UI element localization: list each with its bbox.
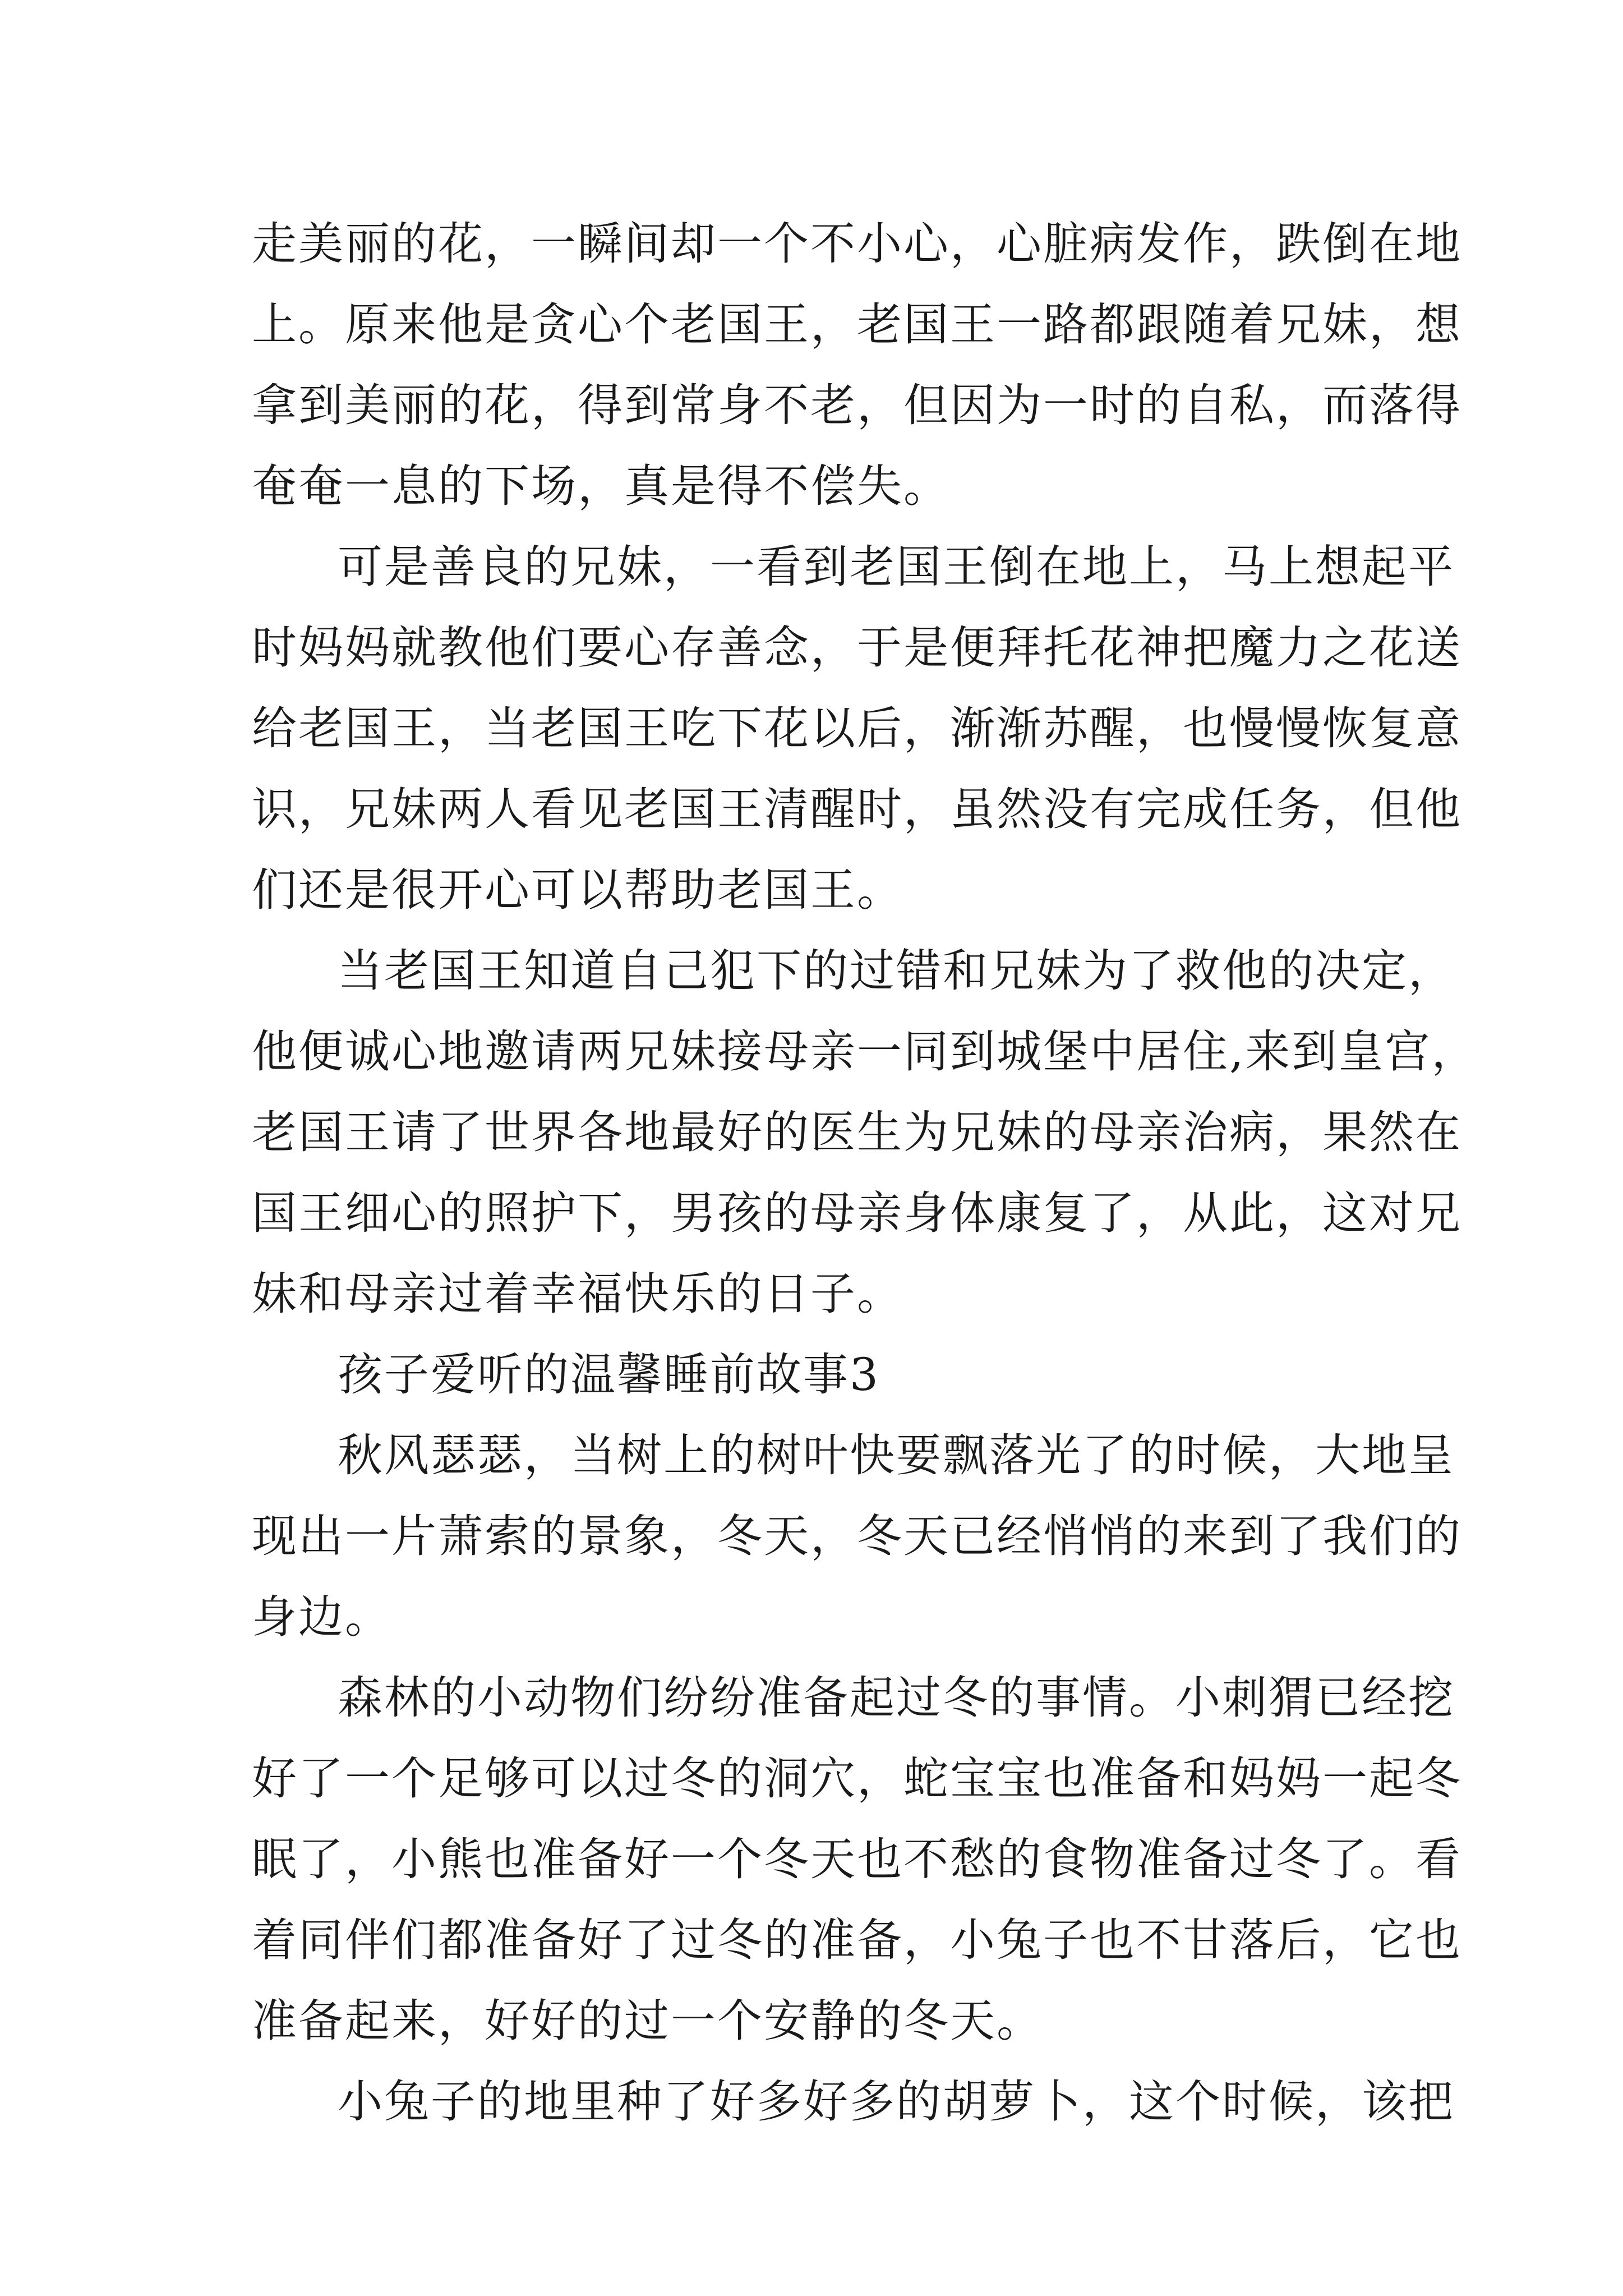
text-line: 识，兄妹两人看见老国王清醒时，虽然没有完成任务，但他 bbox=[252, 783, 1462, 835]
paragraph-first-line: 可是善良的兄妹，一看到老国王倒在地上，马上想起平 bbox=[338, 541, 1455, 593]
text-line: 时妈妈就教他们要心存善念，于是便拜托花神把魔力之花送 bbox=[252, 622, 1462, 674]
text-line: 着同伴们都准备好了过冬的准备，小兔子也不甘落后，它也 bbox=[252, 1914, 1462, 1966]
text-line: 给老国王，当老国王吃下花以后，渐渐苏醒，也慢慢恢复意 bbox=[252, 702, 1462, 754]
text-line: 们还是很开心可以帮助老国王。 bbox=[252, 864, 903, 916]
section-heading: 孩子爱听的温馨睡前故事3 bbox=[338, 1349, 880, 1401]
paragraph-first-line: 森林的小动物们纷纷准备起过冬的事情。小刺猬已经挖 bbox=[338, 1672, 1455, 1724]
text-line: 拿到美丽的花，得到常身不老，但因为一时的自私，而落得 bbox=[252, 379, 1462, 431]
paragraph-first-line: 秋风瑟瑟，当树上的树叶快要飘落光了的时候，大地呈 bbox=[338, 1429, 1455, 1481]
paragraph-first-line: 小兔子的地里种了好多好多的胡萝卜，这个时候，该把 bbox=[338, 2076, 1455, 2128]
text-line: 眠了，小熊也准备好一个冬天也不愁的食物准备过冬了。看 bbox=[252, 1833, 1462, 1885]
text-line: 走美丽的花，一瞬间却一个不小心，心脏病发作，跌倒在地 bbox=[252, 218, 1462, 270]
text-line: 国王细心的照护下，男孩的母亲身体康复了，从此，这对兄 bbox=[252, 1187, 1462, 1239]
text-line: 好了一个足够可以过冬的洞穴，蛇宝宝也准备和妈妈一起冬 bbox=[252, 1752, 1462, 1805]
text-line: 奄奄一息的下场，真是得不偿失。 bbox=[252, 460, 950, 512]
paragraph-first-line: 当老国王知道自己犯下的过错和兄妹为了救他的决定， bbox=[338, 945, 1455, 997]
text-line: 妹和母亲过着幸福快乐的日子。 bbox=[252, 1268, 903, 1320]
text-line: 现出一片萧索的景象，冬天，冬天已经悄悄的来到了我们的 bbox=[252, 1510, 1462, 1562]
text-line: 老国王请了世界各地最好的医生为兄妹的母亲治病，果然在 bbox=[252, 1106, 1462, 1158]
text-line: 准备起来，好好的过一个安静的冬天。 bbox=[252, 1995, 1043, 2047]
text-line: 他便诚心地邀请两兄妹接母亲一同到城堡中居住,来到皇宫， bbox=[252, 1025, 1478, 1078]
text-line: 上。原来他是贪心个老国王，老国王一路都跟随着兄妹，想 bbox=[252, 298, 1462, 351]
text-line: 身边。 bbox=[252, 1591, 391, 1643]
